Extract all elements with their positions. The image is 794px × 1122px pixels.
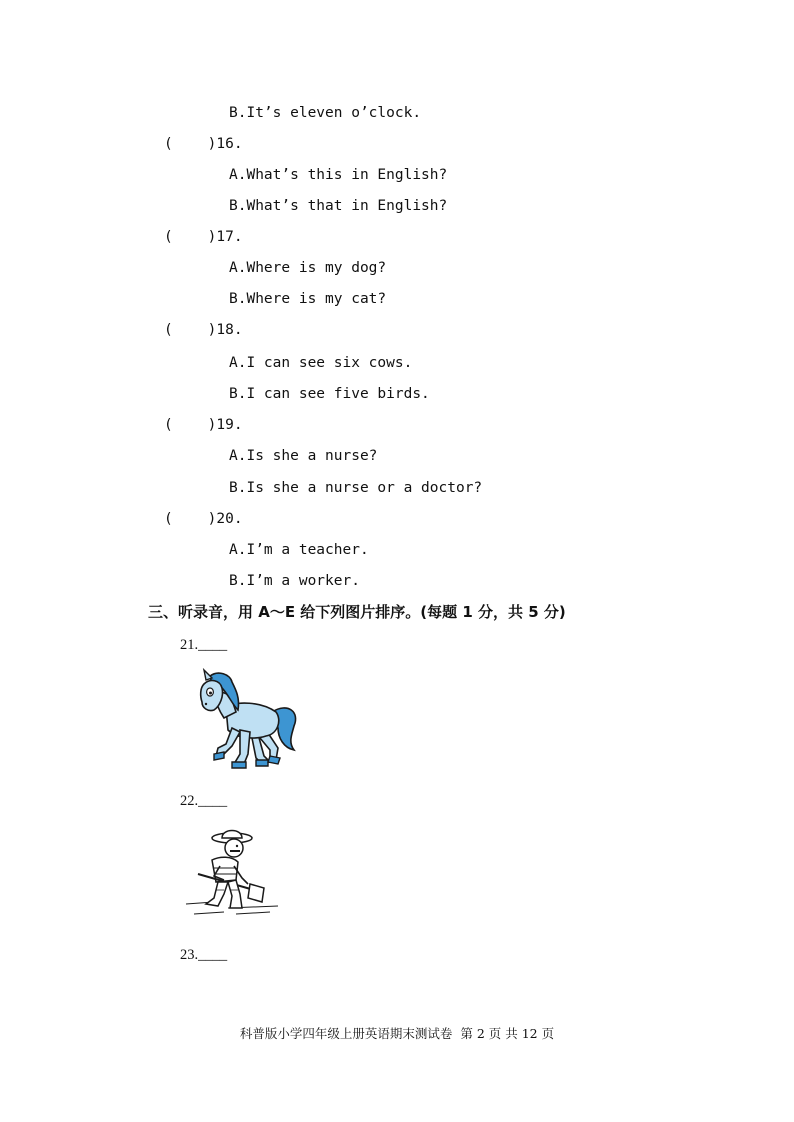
- section-3-heading: 三、听录音，用 A～E 给下列图片排序。(每题 1 分，共 5 分): [148, 603, 566, 621]
- option-19-a: A.Is she a nurse?: [229, 448, 378, 464]
- question-20-label: ( )20.: [164, 511, 243, 527]
- question-16-label: ( )16.: [164, 136, 243, 152]
- option-15-b: B.It’s eleven o’clock.: [229, 105, 422, 121]
- option-18-a: A.I can see six cows.: [229, 355, 413, 371]
- answer-blank-21: 21.____: [180, 637, 228, 653]
- option-16-b: B.What’s that in English?: [229, 198, 448, 214]
- option-20-b: B.I’m a worker.: [229, 573, 360, 589]
- option-20-a: A.I’m a teacher.: [229, 542, 369, 558]
- question-18-label: ( )18.: [164, 322, 243, 338]
- farmer-digging-illustration: [184, 824, 280, 922]
- question-17-label: ( )17.: [164, 229, 243, 245]
- option-17-a: A.Where is my dog?: [229, 260, 387, 276]
- horse-illustration: [196, 668, 302, 772]
- page-footer: 科普版小学四年级上册英语期末测试卷 第 2 页 共 12 页: [239, 1026, 555, 1041]
- answer-blank-22: 22.____: [180, 793, 228, 809]
- option-18-b: B.I can see five birds.: [229, 386, 430, 402]
- option-17-b: B.Where is my cat?: [229, 291, 387, 307]
- answer-blank-23: 23.____: [180, 947, 228, 963]
- option-19-b: B.Is she a nurse or a doctor?: [229, 480, 483, 496]
- question-19-label: ( )19.: [164, 417, 243, 433]
- option-16-a: A.What’s this in English?: [229, 167, 448, 183]
